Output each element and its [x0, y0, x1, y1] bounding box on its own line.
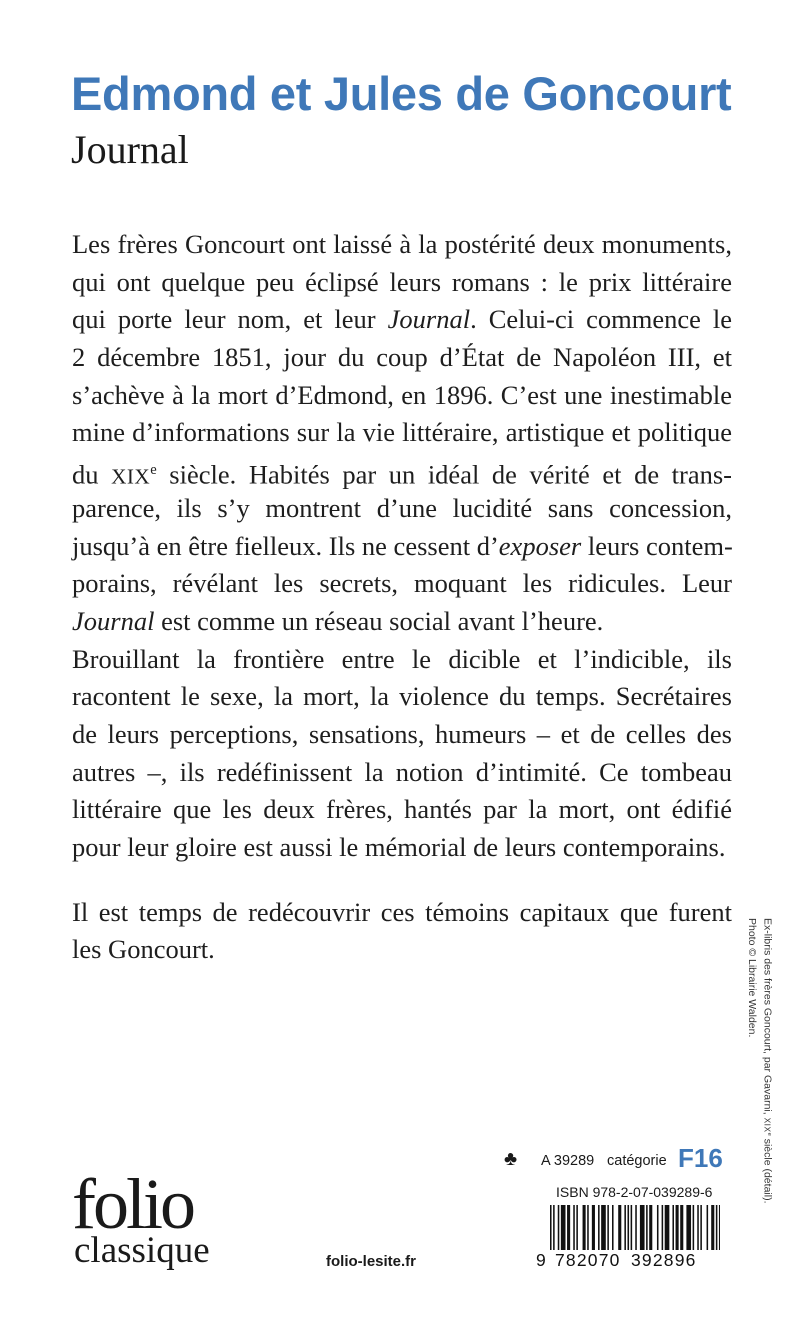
blurb-line: de leurs perceptions, sensations, humeurs – et de celles des	[72, 718, 732, 749]
blurb-line: Les frères Goncourt ont laissé à la postérité deux monuments,	[72, 229, 732, 259]
blurb-line: pour leur gloire est aussi le mémorial de leurs contemporains.	[72, 832, 726, 862]
barcode-bar	[587, 1205, 589, 1251]
barcode-bar	[649, 1205, 652, 1251]
barcode-bar	[624, 1205, 626, 1251]
barcode-digits	[536, 1250, 720, 1270]
author-name: Edmond et Jules de Goncourt	[71, 67, 732, 120]
barcode-bar	[573, 1205, 575, 1251]
barcode-bar	[693, 1205, 695, 1251]
credit-line: Photo © Librairie Walden.	[746, 918, 759, 1038]
publisher-mark-icon: ♣	[504, 1148, 518, 1170]
blurb-line: s’achève à la mort d’Edmond, en 1896. C’est une inestimable	[72, 379, 732, 410]
blurb-line: Brouillant la frontière entre le dicible et l’indicible, ils	[72, 643, 732, 674]
barcode-bar	[598, 1205, 600, 1251]
blurb-line: Il est temps de redécouvrir ces témoins capitaux que furent	[72, 896, 732, 927]
barcode-bar	[612, 1205, 614, 1251]
catalog-info	[504, 1143, 723, 1175]
barcode-bar	[618, 1205, 621, 1251]
catalog-code: A 39289	[541, 1153, 595, 1169]
barcode-bar	[680, 1205, 683, 1251]
barcode-bar	[561, 1205, 566, 1251]
blurb-line: qui ont quelque peu éclipsé leurs romans : le prix littéraire	[72, 266, 732, 297]
barcode-bar	[607, 1205, 609, 1251]
category-label: catégorie	[607, 1153, 667, 1169]
barcode-bar	[628, 1205, 630, 1251]
barcode-bar	[592, 1205, 595, 1251]
barcode-bar	[558, 1205, 560, 1251]
barcode-bar	[583, 1205, 586, 1251]
barcode-bar	[686, 1205, 691, 1251]
blurb-line: racontent le sexe, la mort, la violence du temps. Secrétaires	[72, 681, 732, 712]
blurb-line: les Goncourt.	[72, 934, 215, 965]
barcode-bar	[672, 1205, 674, 1251]
barcode-bar	[716, 1205, 718, 1251]
barcode-bar	[567, 1205, 570, 1251]
blurb-line: autres –, ils redéfinissent la notion d’intimité. Ce tombeau	[72, 756, 732, 787]
photo-credit	[744, 918, 776, 1268]
barcode-bar	[665, 1205, 670, 1251]
barcode-bar	[707, 1205, 709, 1251]
blurb-line: Journal est comme un réseau social avant l’heure.	[72, 605, 604, 636]
isbn: ISBN 978-2-07-039289-6	[556, 1184, 713, 1200]
blurb-line: littéraire que les deux frères, hantés par la mort, ont édifié	[72, 794, 732, 825]
barcode-digit-group: 392896	[631, 1250, 697, 1270]
barcode-bar	[657, 1205, 659, 1251]
isbn-barcode	[536, 1205, 720, 1270]
barcode-bar	[697, 1205, 699, 1251]
barcode-bar	[700, 1205, 702, 1251]
logo-word: folio	[72, 1164, 193, 1244]
blurb-line: jusqu’à en être fielleux. Ils ne cessent d’exposer leurs contem-	[72, 530, 733, 561]
blurb-line: parence, ils s’y montrent d’une lucidité sans concession,	[72, 492, 732, 523]
blurb-line: du XIXe siècle. Habités par un idéal de vérité et de trans-	[72, 459, 732, 490]
blurb-line: 2 décembre 1851, jour du coup d’État de Napoléon III, et	[72, 342, 732, 373]
blurb-line: mine d’informations sur la vie littéraire, artistique et politique	[72, 417, 732, 448]
back-cover-blurb	[72, 226, 732, 969]
barcode-bar	[711, 1205, 714, 1251]
publisher-website[interactable]: folio-lesite.fr	[326, 1253, 417, 1270]
paragraph-gap	[72, 867, 732, 894]
barcode-bar	[646, 1205, 648, 1251]
barcode-bar	[601, 1205, 606, 1251]
book-title: Journal	[71, 127, 189, 172]
barcode-bar	[576, 1205, 578, 1251]
barcode-bar	[662, 1205, 664, 1251]
credit-line: Ex-libris des frères Goncourt, par Gavarni, XIXe siècle (détail).	[761, 918, 774, 1204]
blurb-line: qui porte leur nom, et leur Journal. Celui-ci commence le	[72, 304, 732, 335]
barcode-digit-group: 782070	[555, 1250, 621, 1270]
barcode-bar	[676, 1205, 679, 1251]
category-value: F16	[678, 1143, 723, 1173]
logo-subtitle: classique	[74, 1230, 210, 1271]
blurb-line: porains, révélant les secrets, moquant les ridicules. Leur	[72, 568, 732, 599]
barcode-digit-first: 9	[536, 1250, 546, 1270]
